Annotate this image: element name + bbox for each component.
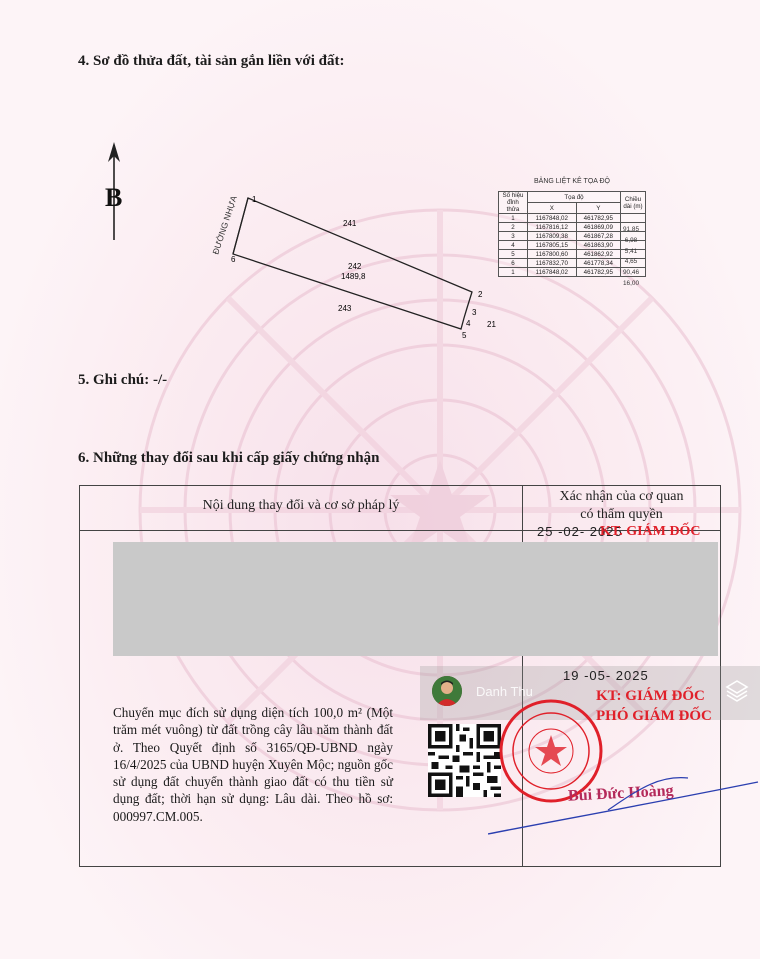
header-confirm-line-2: có thẩm quyền	[580, 507, 663, 522]
coordinate-cell-point: 2	[499, 223, 528, 232]
coordinate-cell-point: 3	[499, 232, 528, 241]
coordinate-cell-x: 1167832,70	[528, 259, 577, 268]
coordinate-cell-x: 1167848,02	[528, 268, 577, 277]
header-confirm-line-1: Xác nhận của cơ quan	[559, 489, 684, 504]
parcel-sketch	[95, 140, 515, 370]
coordinate-cell-y: 461778,34	[576, 259, 620, 268]
second-stamp-title-2: PHÓ GIÁM ĐỐC	[596, 708, 712, 724]
segment-length: 90,46	[623, 269, 639, 277]
coordinate-cell-x: 1167809,38	[528, 232, 577, 241]
first-stamp-title: KT. GIÁM ĐỐC	[600, 524, 701, 539]
segment-length: 5,41	[624, 247, 638, 255]
segment-length: 16,00	[623, 279, 639, 287]
coordinate-cell-y: 461869,09	[576, 223, 620, 232]
vertex-3-label: 3	[472, 308, 477, 317]
parcel-area: 1489,8	[341, 272, 366, 281]
coordinate-cell-point: 1	[499, 214, 528, 223]
notes-section-title: 5. Ghi chú: -/-	[78, 372, 168, 388]
coordinate-cell-y: 461782,95	[576, 268, 620, 277]
road-label: ĐƯỜNG NHỰA	[210, 194, 239, 256]
changes-section-title: 6. Những thay đổi sau khi cấp giấy chứng nhận	[78, 450, 380, 466]
coordinate-cell-x: 1167816,12	[528, 223, 577, 232]
segment-length: 91,85	[623, 226, 639, 233]
signer-name: Bùi Đức Hoàng	[567, 782, 674, 805]
coordinate-row	[499, 214, 646, 223]
segment-length: 4,65	[624, 258, 638, 266]
header-authority-confirmation	[523, 488, 720, 524]
coordinate-cell-length-blank	[621, 214, 646, 223]
coordinate-cell-x: 1167848,02	[528, 214, 577, 223]
coordinate-cell-point: 6	[499, 259, 528, 268]
vertex-4-label: 4	[466, 319, 471, 328]
col-x-header: X	[528, 203, 577, 214]
coordinate-cell-point: 1	[499, 268, 528, 277]
col-length-header: Chiều dài (m)	[621, 192, 646, 214]
uploader-name: Danh Thu	[476, 684, 533, 699]
segment-length: 6,98	[624, 236, 638, 244]
diagram-section-title: 4. Sơ đồ thửa đất, tài sản gắn liền với đất:	[78, 53, 345, 69]
col-coords-header: Tọa độ	[528, 192, 621, 203]
coordinate-cell-point: 5	[499, 250, 528, 259]
neighbor-bottom-label: 243	[338, 304, 352, 313]
north-letter: B	[105, 183, 123, 212]
vertex-5-label: 5	[462, 331, 467, 340]
header-content-basis: Nội dung thay đổi và cơ sở pháp lý	[202, 498, 400, 513]
vertex-1-label: 1	[252, 195, 257, 204]
col-y-header: Y	[576, 203, 620, 214]
vertex-6-label: 6	[231, 255, 236, 264]
change-entry-text: Chuyển mục đích sử dụng diện tích 100,0 m² (Một trăm mét vuông) từ đất trồng cây lâu năm thành đất ở. Theo Quyết định số 3165/QĐ-UBND ngày 16/4/2025 của UBND huyện Xuyên Mộc; nguồn gốc sử dụng đất chuyển thành giao đất có thu tiền sử dụng đất; thời hạn sử dụng: Lâu dài. Theo hồ sơ: 000997.CM.005.	[113, 705, 393, 824]
coordinate-cell-x: 1167800,60	[528, 250, 577, 259]
neighbor-right-label: 21	[487, 320, 496, 329]
coordinate-cell-x: 1167805,15	[528, 241, 577, 250]
parcel-number: 242	[348, 262, 362, 271]
neighbor-top-label: 241	[343, 219, 357, 228]
coordinate-cell-y: 461782,95	[576, 214, 620, 223]
signature-scribble	[488, 770, 760, 840]
col-point-header: Số hiệu đỉnh thửa	[499, 192, 528, 214]
redacted-block	[113, 542, 718, 656]
coordinate-cell-point: 4	[499, 241, 528, 250]
uploader-avatar[interactable]	[432, 676, 462, 706]
layers-icon[interactable]	[724, 678, 750, 704]
second-stamp-date: 19 -05- 2025	[563, 668, 649, 683]
first-stamp-date: 25 -02- 2025	[537, 524, 623, 539]
coordinate-cell-y: 461863,90	[576, 241, 620, 250]
second-stamp-title-1: KT: GIÁM ĐỐC	[596, 688, 705, 704]
coordinate-table-caption: BẢNG LIỆT KÊ TỌA ĐỘ	[534, 178, 610, 185]
coordinate-cell-y: 461862,92	[576, 250, 620, 259]
vertex-2-label: 2	[478, 290, 483, 299]
coordinate-cell-y: 461867,28	[576, 232, 620, 241]
length-values	[618, 225, 644, 290]
